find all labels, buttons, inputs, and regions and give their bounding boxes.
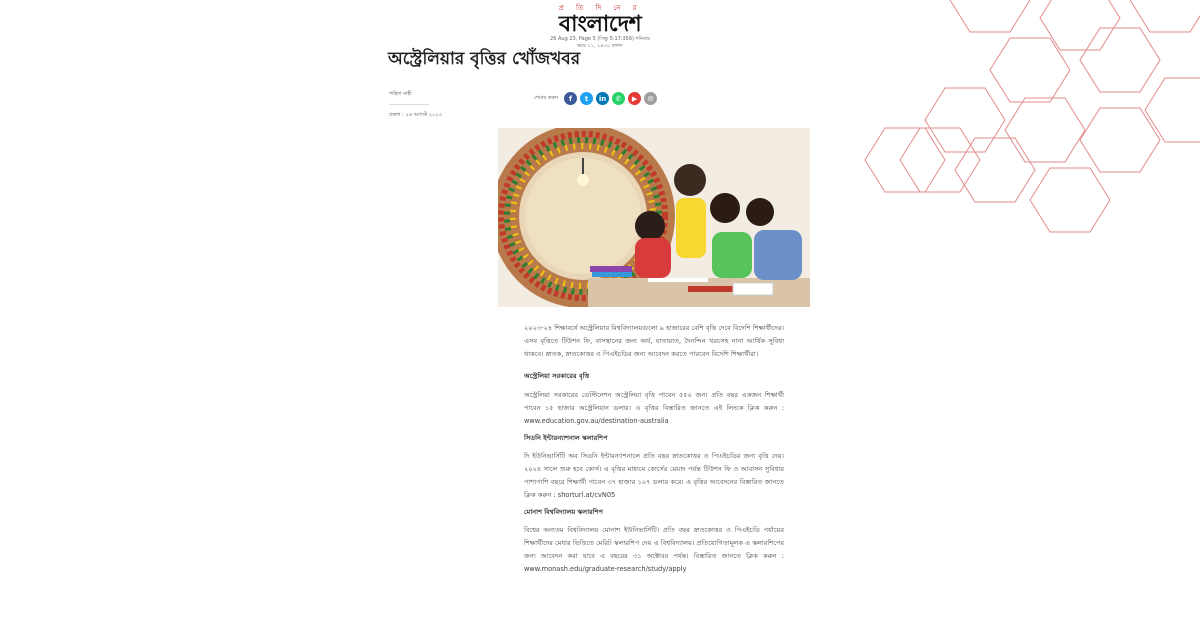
edition-info: 26 Aug 23, Page 5 (সিন্ধু 5:17:356) শনিবার — [550, 36, 650, 42]
section-body-monash: বিশ্বের অন্যতম বিশ্ববিদ্যালয় মোনাশ ইউনিভার্সিটি। প্রতি বছর স্নাতকোত্তর ও পিএইচডি পর্যায়ের শিক্ষার্থীদের মেধার ভিত্তিতে মেরিট স্কলারশিপ দেয় এ বিশ্ববিদ্যালয়। প্রতিযোগিতামূলক এ স্কলারশিপের জন্য আবেদন করা যাবে এ বছরের ৩১ অক্টোবর পর্যন্ত। বিস্তারিত জানতে ক্লিক করুন : www.monash.edu/graduate-research/study/apply — [524, 526, 784, 573]
share-bar — [534, 92, 657, 105]
section-heading-monash: মোনাশ বিশ্ববিদ্যালয় স্কলারশিপ — [524, 507, 604, 516]
youtube-icon[interactable]: ▶ — [628, 92, 641, 105]
hexagon-pattern-decoration — [855, 0, 1200, 260]
article-intro: ২০২৩-২৪ শিক্ষাবর্ষে অস্ট্রেলিয়ার বিশ্ববিদ্যালয়গুলো ৯ হাজারের বেশি বৃত্তি দেবে বিদেশি শিক্ষার্থীদের। এসব বৃত্তিতে টিউশন ফি, বাসস্থানের জন্য অর্থ, যাতায়াত, দৈনন্দিন খরচসহ নানা আর্থিক সুবিধা থাকবে। স্নাতক, স্নাতকোত্তর ও পিএইচডির জন্য আবেদন করতে পারবেন বিদেশি শিক্ষার্থীরা। — [524, 324, 784, 358]
published-date: প্রকাশ : ২৬ আগস্ট ২০২৩ — [389, 112, 442, 118]
whatsapp-icon[interactable]: ✆ — [612, 92, 625, 105]
masthead-tagline: প্র তি দি নে র — [558, 4, 642, 12]
twitter-icon[interactable]: t — [580, 92, 593, 105]
section-heading-sydney: সিডনি ইন্টারন্যাশনাল স্কলারশিপ — [524, 433, 608, 442]
linkedin-icon[interactable]: in — [596, 92, 609, 105]
article-body — [524, 322, 784, 576]
byline — [389, 86, 442, 123]
section-body-government: অস্ট্রেলিয়া সরকারের ডেস্টিনেশন অস্ট্রেলিয়া বৃত্তি পাবেন ৫৫০ জন। প্রতি বছর একজন শিক্ষার্থী পাবেন ১৫ হাজার অস্ট্রেলিয়ান ডলার। এ বৃত্তির বিস্তারিত জানতে এই লিংকে ক্লিক করুন : www.education.gov.au/destination-australia — [524, 391, 784, 425]
newspaper-logo: বাংলাদেশ — [558, 11, 642, 37]
section-heading-government: অস্ট্রেলিয়া সরকারের বৃত্তি — [524, 372, 590, 381]
article-photo — [498, 128, 810, 307]
email-icon[interactable]: ✉ — [644, 92, 657, 105]
share-label: শেয়ার করুন — [534, 94, 559, 101]
author-name: শাহিদা নাহী — [389, 91, 412, 97]
article-headline: অস্ট্রেলিয়ার বৃত্তির খোঁজখবর — [388, 49, 581, 69]
byline-divider — [389, 104, 429, 105]
section-body-sydney: দি ইউনিভার্সিটি অব সিডনি ইন্টারন্যাশনালে প্রতি বছর স্নাতকোত্তর ও পিএইচডির জন্য বৃত্তি দেয়। ২০২৪ সালে শুরু হবে কোর্স। এ বৃত্তির মাধ্যমে কোর্সের মেয়াদ পর্যন্ত টিউশন ফি ও আবাসন সুবিধার পাশাপাশি বছরে শিক্ষার্থী পাবেন ৩৭ হাজার ১০৭ ডলার করে। এ বৃত্তির আবেদনের বিস্তারিত জানতে ক্লিক করুন : shorturl.at/cvN05 — [524, 452, 784, 499]
edition-date: ভাদ্র ১১, ১৪৩০ বঙ্গাব্দ — [577, 43, 623, 49]
spacer — [524, 360, 784, 370]
facebook-icon[interactable]: f — [564, 92, 577, 105]
newspaper-masthead — [520, 4, 680, 50]
